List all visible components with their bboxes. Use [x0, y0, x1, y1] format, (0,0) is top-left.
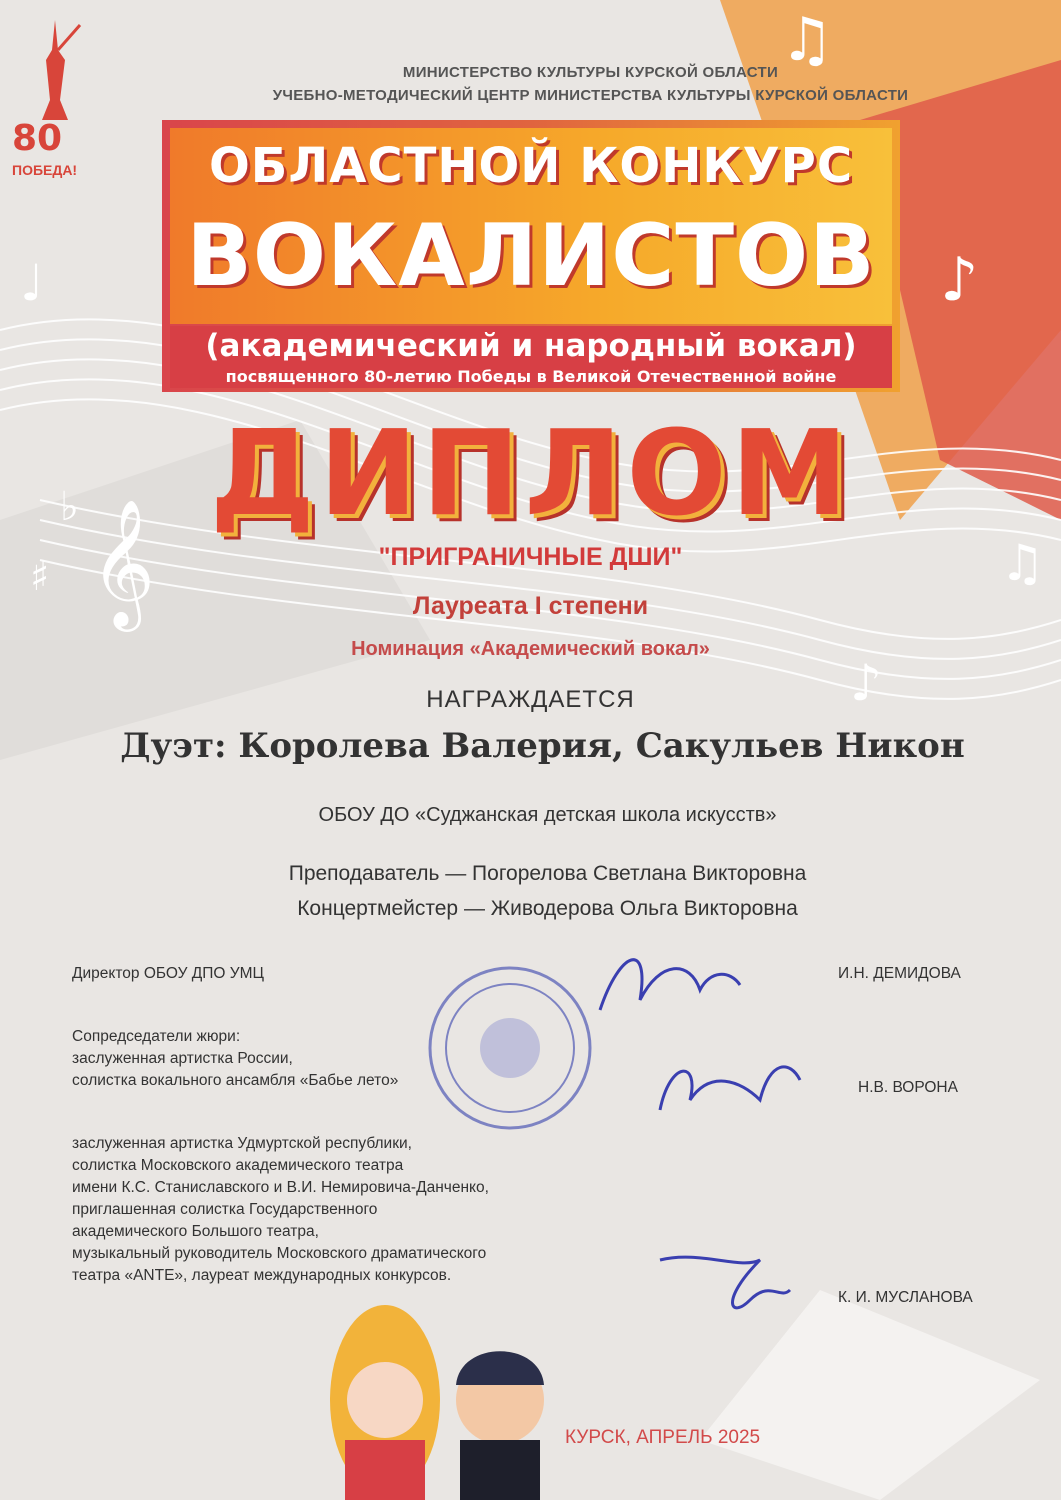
- footer-place-date: КУРСК, АПРЕЛЬ 2025: [565, 1427, 761, 1448]
- director-name: И.Н. ДЕМИДОВА: [838, 965, 961, 982]
- jury-cochair-2-name: К. И. МУСЛАНОВА: [838, 1289, 973, 1306]
- white-diamond-shape: [700, 1290, 1040, 1500]
- jury-cochair-2-credentials: [72, 1133, 489, 1287]
- credential-line: имени К.С. Станиславского и В.И. Немировича-Данченко,: [72, 1179, 489, 1196]
- signature-jury2: [660, 1257, 790, 1308]
- music-note-icon: ♫: [1000, 534, 1045, 592]
- contest-title-line-1: ОБЛАСТНОЙ КОНКУРС: [208, 138, 854, 194]
- credential-line: Сопредседатели жюри:: [72, 1028, 241, 1045]
- accompanist-line: Концертмейстер — Живодерова Ольга Викторовна: [297, 897, 798, 920]
- signature-director: [600, 960, 740, 1010]
- music-note-icon: ♪: [940, 245, 979, 315]
- credential-line: приглашенная солистка Государственного: [72, 1201, 378, 1218]
- music-note-icon: ♪: [850, 654, 882, 712]
- music-note-icon: ♩: [20, 254, 44, 312]
- laureate-degree: Лауреата I степени: [412, 592, 649, 620]
- flat-icon: ♭: [60, 484, 79, 530]
- diploma-title: ДИПЛОМ: [209, 404, 853, 542]
- nomination: Номинация «Академический вокал»: [351, 638, 710, 660]
- credential-line: академического Большого театра,: [72, 1223, 319, 1240]
- credential-line: заслуженная артистка Удмуртской республики,: [72, 1135, 412, 1152]
- ministry-line-1: МИНИСТЕРСТВО КУЛЬТУРЫ КУРСКОЙ ОБЛАСТИ: [402, 64, 779, 81]
- cartoon-girl-illustration: [330, 1305, 440, 1500]
- credential-line: солистка Московского академического театра: [72, 1157, 404, 1174]
- contest-title-line-2: ВОКАЛИСТОВ: [186, 206, 876, 306]
- treble-clef-icon: 𝄞: [90, 498, 156, 626]
- contest-dedication: посвященного 80-летию Победы в Великой Отечественной войне: [225, 367, 837, 386]
- contest-subtitle: (академический и народный вокал): [205, 328, 857, 364]
- awarded-label: НАГРАЖДАЕТСЯ: [426, 686, 635, 713]
- director-title: Директор ОБОУ ДПО УМЦ: [72, 965, 264, 982]
- cartoon-boy-illustration: [456, 1351, 544, 1500]
- recipient-name: Дуэт: Королева Валерия, Сакульев Никон: [120, 726, 965, 766]
- official-stamp: [430, 968, 590, 1128]
- sharp-icon: ♯: [30, 554, 50, 600]
- signature-jury1: [660, 1067, 800, 1110]
- jury-cochair-1-name: Н.В. ВОРОНА: [858, 1079, 958, 1096]
- ministry-line-2: УЧЕБНО-МЕТОДИЧЕСКИЙ ЦЕНТР МИНИСТЕРСТВА КУЛЬТУРЫ КУРСКОЙ ОБЛАСТИ: [272, 87, 909, 104]
- school-name: ОБОУ ДО «Суджанская детская школа искусств»: [318, 804, 777, 826]
- credential-line: театра «ANTE», лауреат международных конкурсов.: [72, 1267, 452, 1284]
- credential-line: музыкальный руководитель Московского драматического: [72, 1245, 487, 1262]
- jury-cochair-1-credentials: [72, 1026, 398, 1092]
- teacher-line: Преподаватель — Погорелова Светлана Викторовна: [288, 862, 807, 885]
- credential-line: заслуженная артистка России,: [72, 1050, 293, 1067]
- music-note-icon: ♫: [780, 5, 834, 75]
- group-name: "ПРИГРАНИЧНЫЕ ДШИ": [378, 543, 683, 571]
- credential-line: солистка вокального ансамбля «Бабье лето»: [72, 1072, 399, 1089]
- logo-number: 80: [12, 118, 63, 159]
- logo-text: ПОБЕДА!: [12, 162, 78, 178]
